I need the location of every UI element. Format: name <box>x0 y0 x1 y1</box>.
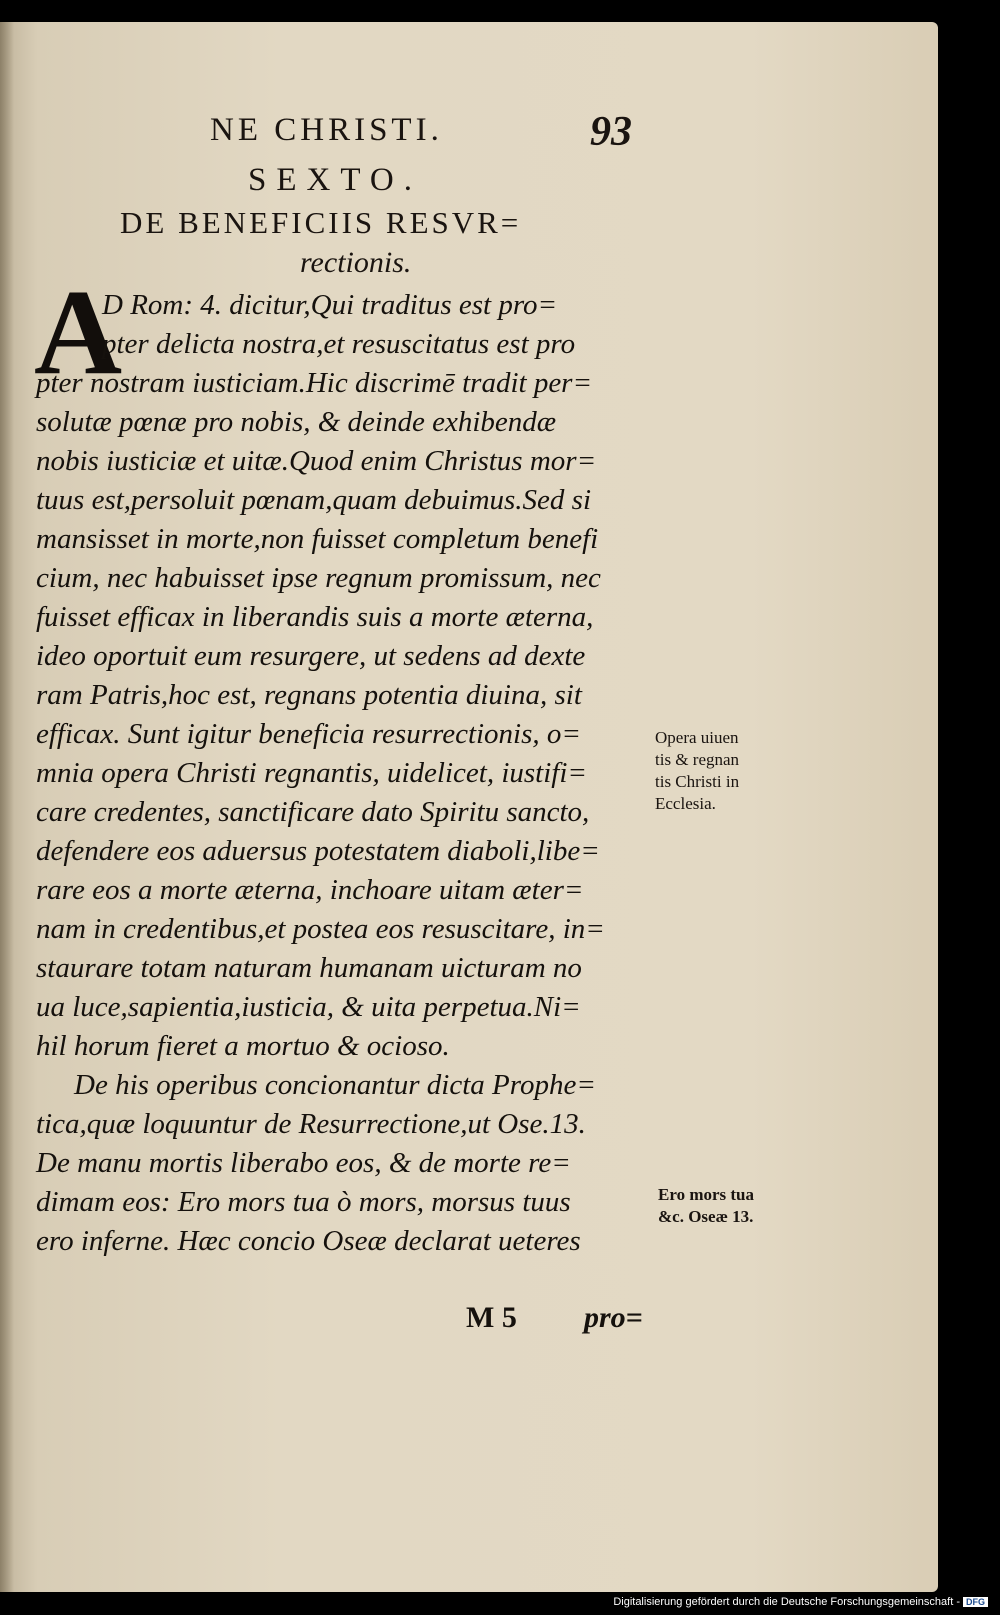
text-line: tica,quæ loquuntur de Resurrectione,ut Ose.13. <box>36 1108 586 1140</box>
page-gutter-shadow <box>0 22 14 1592</box>
digitization-credit <box>613 1596 988 1608</box>
text-line: ideo oportuit eum resurgere, ut sedens ad dexte <box>36 640 586 672</box>
text-line: D Rom: 4. dicitur,Qui traditus est pro= <box>102 289 558 321</box>
text-line: mansisset in morte,non fuisset completum benefi <box>36 523 599 555</box>
text-line: pter delicta nostra,et resuscitatus est pro <box>102 328 576 360</box>
text-line: staurare totam naturam humanam uicturam no <box>36 952 582 984</box>
chapter-heading-continuation: rectionis. <box>300 246 412 279</box>
text-line: ua luce,sapientia,iusticia, & uita perpetua.Ni= <box>36 991 581 1023</box>
text-line: nam in credentibus,et postea eos resuscitare, in= <box>36 913 605 945</box>
marginal-line: Opera uiuen <box>655 728 739 747</box>
text-line: defendere eos aduersus potestatem diaboli,libe= <box>36 835 600 867</box>
text-line: hil horum fieret a mortuo & ocioso. <box>36 1030 450 1062</box>
text-line: De his operibus concionantur dicta Prophe= <box>74 1069 596 1101</box>
text-line: solutæ pœnæ pro nobis, & deinde exhibendæ <box>36 406 557 438</box>
page-number: 93 <box>590 109 632 155</box>
text-line: care credentes, sanctificare dato Spiritu sancto, <box>36 796 590 828</box>
text-line: De manu mortis liberabo eos, & de morte re= <box>36 1147 571 1179</box>
marginal-line: Ero mors tua <box>658 1185 755 1204</box>
drop-cap: A <box>34 265 123 400</box>
text-line: tuus est,persoluit pœnam,quam debuimus.Sed si <box>36 484 592 516</box>
text-line: rare eos a morte æterna, inchoare uitam æter= <box>36 874 584 906</box>
text-line: nobis iusticiæ et uitæ.Quod enim Christus mor= <box>36 445 597 477</box>
marginal-line: tis Christi in <box>655 772 740 791</box>
text-line: ero inferne. Hæc concio Oseæ declarat ueteres <box>36 1225 581 1257</box>
text-line: efficax. Sunt igitur beneficia resurrectionis, o= <box>36 718 581 750</box>
marginal-line: Ecclesia. <box>655 794 716 813</box>
text-line: pter nostram iusticiam.Hic discrimē tradit per= <box>36 367 593 399</box>
signature-mark: M 5 <box>466 1301 517 1334</box>
text-line: mnia opera Christi regnantis, uidelicet, iustifi= <box>36 757 587 789</box>
catchword: pro= <box>584 1301 643 1334</box>
marginal-note <box>658 1184 754 1228</box>
text-line: dimam eos: Ero mors tua ò mors, morsus tuus <box>36 1186 571 1218</box>
text-line: fuisset efficax in liberandis suis a morte æterna, <box>36 601 594 633</box>
credit-text: Digitalisierung gefördert durch die Deutsche Forschungsgemeinschaft - <box>613 1596 960 1608</box>
running-head-title: NE CHRISTI. <box>210 112 443 148</box>
marginal-line: &c. Oseæ 13. <box>658 1207 754 1226</box>
dfg-logo: DFG <box>963 1597 988 1607</box>
marginal-line: tis & regnan <box>655 750 740 769</box>
section-label: SEXTO. <box>248 162 422 198</box>
text-line: ram Patris,hoc est, regnans potentia diuina, sit <box>36 679 582 711</box>
text-line: cium, nec habuisset ipse regnum promissum, nec <box>36 562 601 594</box>
chapter-heading: DE BENEFICIIS RESVR= <box>120 205 522 240</box>
marginal-note <box>655 727 739 815</box>
